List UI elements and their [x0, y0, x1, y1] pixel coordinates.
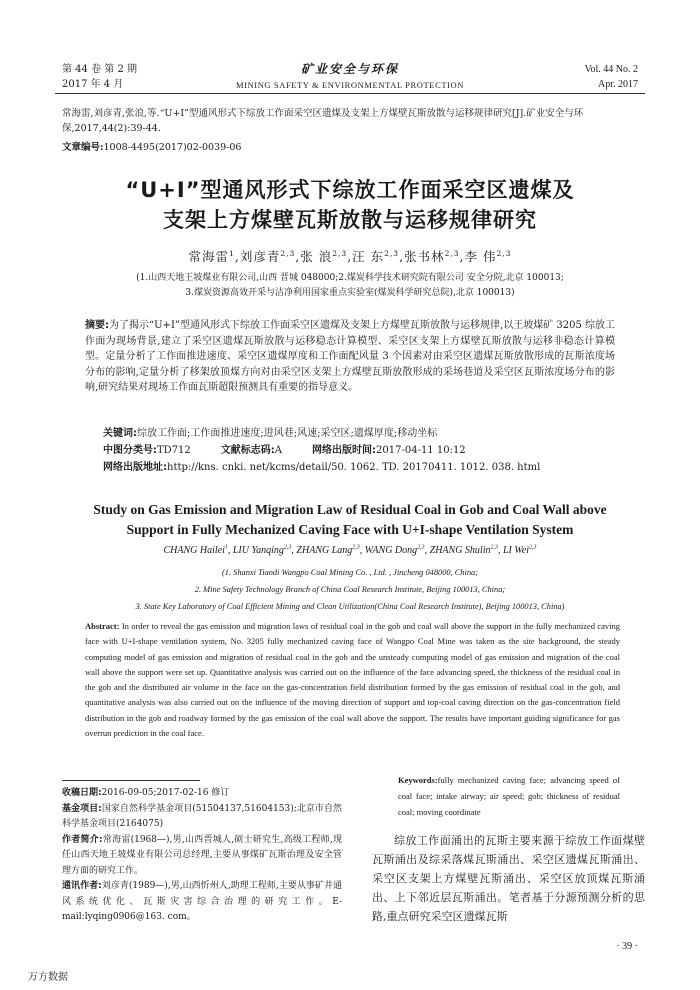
author-en: LIU Yanqing$^{2,3}$: [232, 544, 292, 556]
title-cn-line2: 支架上方煤壁瓦斯放散与运移规律研究: [163, 208, 537, 232]
article-number-value: 1008-4495(2017)02-0039-06: [103, 142, 242, 153]
affiliations-cn: [0, 271, 700, 301]
fund-info: 基金项目:国家自然科学基金项目(51504137,51604153);北京市自然科学基金项目(2164075): [62, 803, 342, 829]
keywords-en: [398, 772, 620, 820]
affiliation-en-line: 3. State Key Laboratory of Coal Efficient Mining and Clean Utilization(China Coal Research Institute), Beijing 100013, China): [135, 602, 565, 611]
header-divider: [55, 93, 645, 94]
footnote-divider: [62, 780, 200, 781]
article-number: [62, 139, 241, 153]
pub-url-row: [103, 460, 623, 475]
affiliations-en: [0, 564, 700, 615]
corresponding-author: 通讯作者:刘彦青(1989—),男,山西忻州人,助理工程师,主要从事矿井通风系统优化、瓦斯灾害综合治理的研究工作。E-mail:lyqing0906@163. com。: [62, 881, 342, 922]
author-cn: 常海雷$^1$: [188, 248, 235, 264]
affiliation-cn-line: 3.煤炭资源高效开采与洁净利用国家重点实验室(煤炭科学研究总院),北京 100013): [185, 288, 515, 298]
journal-issue-info-en: [585, 62, 638, 92]
affiliation-cn-line: (1.山西天地王坡煤业有限公司,山西 晋城 048000;2.煤炭科学技术研究院有限公司 安全分院,北京 100013;: [136, 273, 564, 283]
abstract-en-text: In order to reveal the gas emission and migration laws of residual coal in the gob and coal wall above the support in the fully mechanized caving face with U+I-shape ventilation system, No. 3205 fully mechanized caving face of Wangpo Coal Mine was taken as the site background, the steady computing model of gas emission and migration of residual coal in the gob and the unsteady computing model of gas emission and migration of the coal wall above the support were set up. Quantitative analysis was carried out on the influence of the face advancing speed, the thickness of the residual coal in the gob and the distributed air volume in the face on the gas-concentration field distribution formed by the gas emission of residual coal in the gob, and quantitative analysis was also carried out on the influence of the moving direction of support and top-coal caving direction on the gas-concentration field distribution in the gob and roadway formed by the gas emission of the coal wall above the support. The results have important guiding significance for gas overrun prediction in the coal face.: [85, 621, 621, 739]
title-cn: [0, 175, 700, 235]
doc-code-value: A: [274, 445, 283, 456]
abstract-en: [85, 619, 620, 741]
watermark: 万方数据: [28, 972, 68, 983]
journal-name-en: MINING SAFETY & ENVIRONMENTAL PROTECTION: [235, 80, 465, 90]
affiliation-en-line: (1. Shanxi Tiandi Wangpo Coal Mining Co. , Ltd. , Jincheng 048000, China;: [221, 568, 479, 577]
title-en: [0, 500, 700, 540]
author-cn: 张书林$^{2,3}$: [404, 248, 460, 264]
article-number-label: 文章编号:: [62, 142, 104, 153]
keywords-cn-label: 关键词:: [103, 428, 137, 439]
received-date: 收稿日期:2016-09-05;2017-02-16 修订: [62, 788, 230, 798]
author-cn: 刘彦青$^{2,3}$: [239, 248, 296, 264]
abstract-cn: [85, 318, 615, 396]
keywords-cn-text: 综放工作面;工作面推进速度;进风巷;风速;采空区;遗煤厚度;移动坐标: [137, 428, 438, 439]
abstract-cn-text: 为了揭示“U+I”型通风形式下综放工作面采空区遗煤及支架上方煤壁瓦斯放散与运移规律,以王坡煤矿 3205 综放工作面为现场背景,建立了采空区遗煤瓦斯放散与运移稳态计算模型、采空区支架上方煤壁瓦斯放散与运移非稳态计算模型。定量分析了工作面推进速度、采空区遗煤厚度和工作面配风量 3 个因素对由采空区遗煤瓦斯放散形成的瓦斯浓度场分布的影响,定量分析了移架放顶煤方向对由采空区支架上方煤壁瓦斯放散形成的采场巷道及采空区瓦斯浓度场分布的影响,研究结果对现场工作面瓦斯超限预测具有重要的指导意义。: [85, 320, 616, 393]
keywords-en-label: Keywords:: [398, 775, 438, 785]
clc-value: TD712: [157, 445, 191, 456]
author-cn: 汪 东$^{2,3}$: [352, 248, 400, 264]
pub-time-value: 2017-04-11 10:12: [376, 445, 466, 456]
body-paragraph: 综放工作面涌出的瓦斯主要来源于综放工作面煤壁瓦斯涌出及综采落煤瓦斯涌出、采空区遗煤瓦斯涌出、采空区支架上方煤壁瓦斯涌出、采空区放顶煤瓦斯涌出、上下邻近层瓦斯涌出。笔者基于分源预测分析的思路,重点研究采空区遗煤瓦斯: [372, 834, 645, 923]
author-cn: 张 浪$^{2,3}$: [300, 248, 348, 264]
author-en: CHANG Hailei$^1$: [163, 544, 228, 556]
title-en-line1: Study on Gas Emission and Migration Law of Residual Coal in Gob and Coal Wall above: [93, 502, 607, 517]
clc-label: 中图分类号:: [103, 445, 157, 456]
issue-date-en: Apr. 2017: [598, 79, 638, 90]
footnote: [62, 786, 342, 926]
classification-row: [103, 443, 623, 458]
author-en: ZHANG Shulin$^{2,3}$: [429, 544, 498, 556]
abstract-cn-label: 摘要:: [85, 320, 110, 331]
author-en: LI Wei$^{2,3}$: [502, 544, 537, 556]
keywords-cn: [103, 426, 623, 441]
volume-issue: 第 44 卷 第 2 期: [62, 64, 137, 75]
affiliation-en-line: 2. Mine Safety Technology Branch of China Coal Research Institute, Beijing 100013, China;: [194, 585, 506, 594]
keywords-en-text: fully mechanized caving face; advancing speed of coal face; intake airway; air speed; gob; thickness of residual coal; moving coordinate: [398, 775, 620, 817]
author-en: WANG Dong$^{2,3}$: [364, 544, 425, 556]
journal-name-cn: 矿业安全与环保: [300, 62, 399, 76]
pub-time-label: 网络出版时间:: [312, 445, 377, 456]
page-number: · 39 ·: [616, 941, 638, 952]
title-cn-line1: “U+I”型通风形式下综放工作面采空区遗煤及: [125, 178, 575, 202]
author-cn: 李 伟$^{2,3}$: [464, 248, 512, 264]
issue-date: 2017 年 4 月: [62, 79, 124, 90]
pub-url-label: 网络出版地址:: [103, 462, 167, 473]
author-bio: 作者简介:常海雷(1968—),男,山西晋城人,硕士研究生,高级工程师,现任山西天地王坡煤业有限公司总经理,主要从事煤矿瓦斯治理及安全管理方面的研究工作。: [62, 834, 342, 876]
authors-en: CHANG Hailei$^1$, LIU Yanqing$^{2,3}$, ZHANG Lang$^{2,3}$, WANG Dong$^{2,3}$, ZHANG Shulin$^{2,3}$, LI Wei$^{2,3}$: [163, 544, 537, 556]
citation: 常海雷,刘彦青,张浪,等.“U+I”型通风形式下综放工作面采空区遗煤及支架上方煤壁瓦斯放散与运移规律研究[J].矿业安全与环保,2017,44(2):39-44.: [62, 108, 584, 134]
abstract-en-label: Abstract:: [85, 621, 120, 631]
volume-issue-en: Vol. 44 No. 2: [584, 64, 638, 75]
title-en-line2: Support in Fully Mechanized Caving Face with U+I-shape Ventilation System: [126, 522, 574, 537]
author-en: ZHANG Lang$^{2,3}$: [296, 544, 360, 556]
pub-url-link[interactable]: http://kns. cnki. net/kcms/detail/50. 1062. TD. 20170411. 1012. 038. html: [167, 462, 541, 473]
authors-cn: 常海雷$^1$,刘彦青$^{2,3}$,张 浪$^{2,3}$,汪 东$^{2,3}$,张书林$^{2,3}$,李 伟$^{2,3}$: [188, 248, 512, 264]
doc-code-label: 文献标志码:: [220, 445, 275, 456]
